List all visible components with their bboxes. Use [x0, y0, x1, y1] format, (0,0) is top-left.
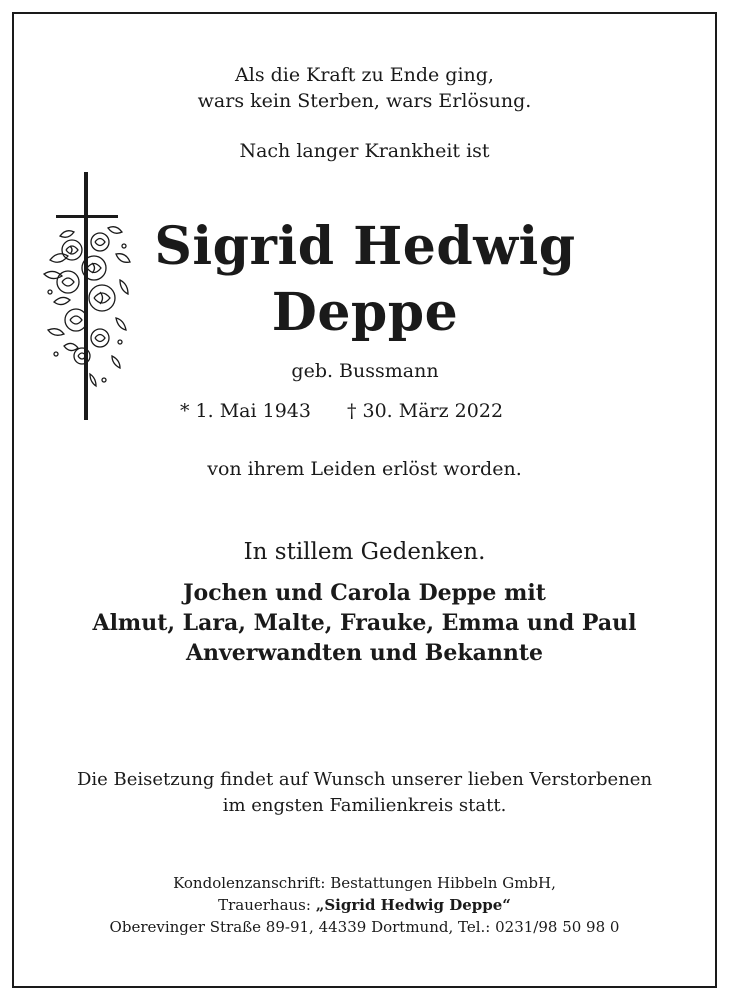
deceased-name-first: Sigrid Hedwig — [154, 216, 576, 277]
mourners-list — [14, 578, 715, 668]
contact-line-1: Kondolenzanschrift: Bestattungen Hibbeln GmbH, — [173, 874, 556, 892]
released-text: von ihrem Leiden erlöst worden. — [207, 458, 522, 480]
deceased-name-last: Deppe — [271, 282, 459, 343]
death-date: † 30. März 2022 — [346, 400, 504, 422]
memory-heading: In stillem Gedenken. — [243, 539, 486, 565]
intro-text: Nach langer Krankheit ist — [239, 140, 490, 162]
contact-house-label: Trauerhaus: — [218, 896, 316, 914]
contact-line-3: Oberevinger Straße 89-91, 44339 Dortmund, Tel.: 0231/98 50 98 0 — [109, 918, 620, 936]
motto-line-2: wars kein Sterben, wars Erlösung. — [197, 90, 532, 112]
cross-with-roses-icon — [20, 170, 135, 422]
contact-line-2 — [14, 894, 715, 916]
mourners-line-3: Anverwandten und Bekannte — [185, 640, 544, 666]
condolence-address — [14, 872, 715, 938]
burial-line-1: Die Beisetzung findet auf Wunsch unserer lieben Verstorbenen — [76, 769, 653, 790]
mourners-line-2: Almut, Lara, Malte, Frauke, Emma und Paul — [92, 610, 637, 636]
motto-line-1: Als die Kraft zu Ende ging, — [235, 64, 494, 86]
mourners-line-1: Jochen und Carola Deppe mit — [183, 580, 546, 606]
burial-line-2: im engsten Familienkreis statt. — [222, 795, 507, 816]
burial-notice — [14, 767, 715, 819]
contact-house-name: „Sigrid Hedwig Deppe“ — [315, 896, 511, 914]
motto — [14, 62, 715, 114]
birth-date: * 1. Mai 1943 — [180, 400, 311, 422]
birth-name: geb. Bussmann — [291, 360, 439, 382]
life-dates — [180, 398, 503, 424]
